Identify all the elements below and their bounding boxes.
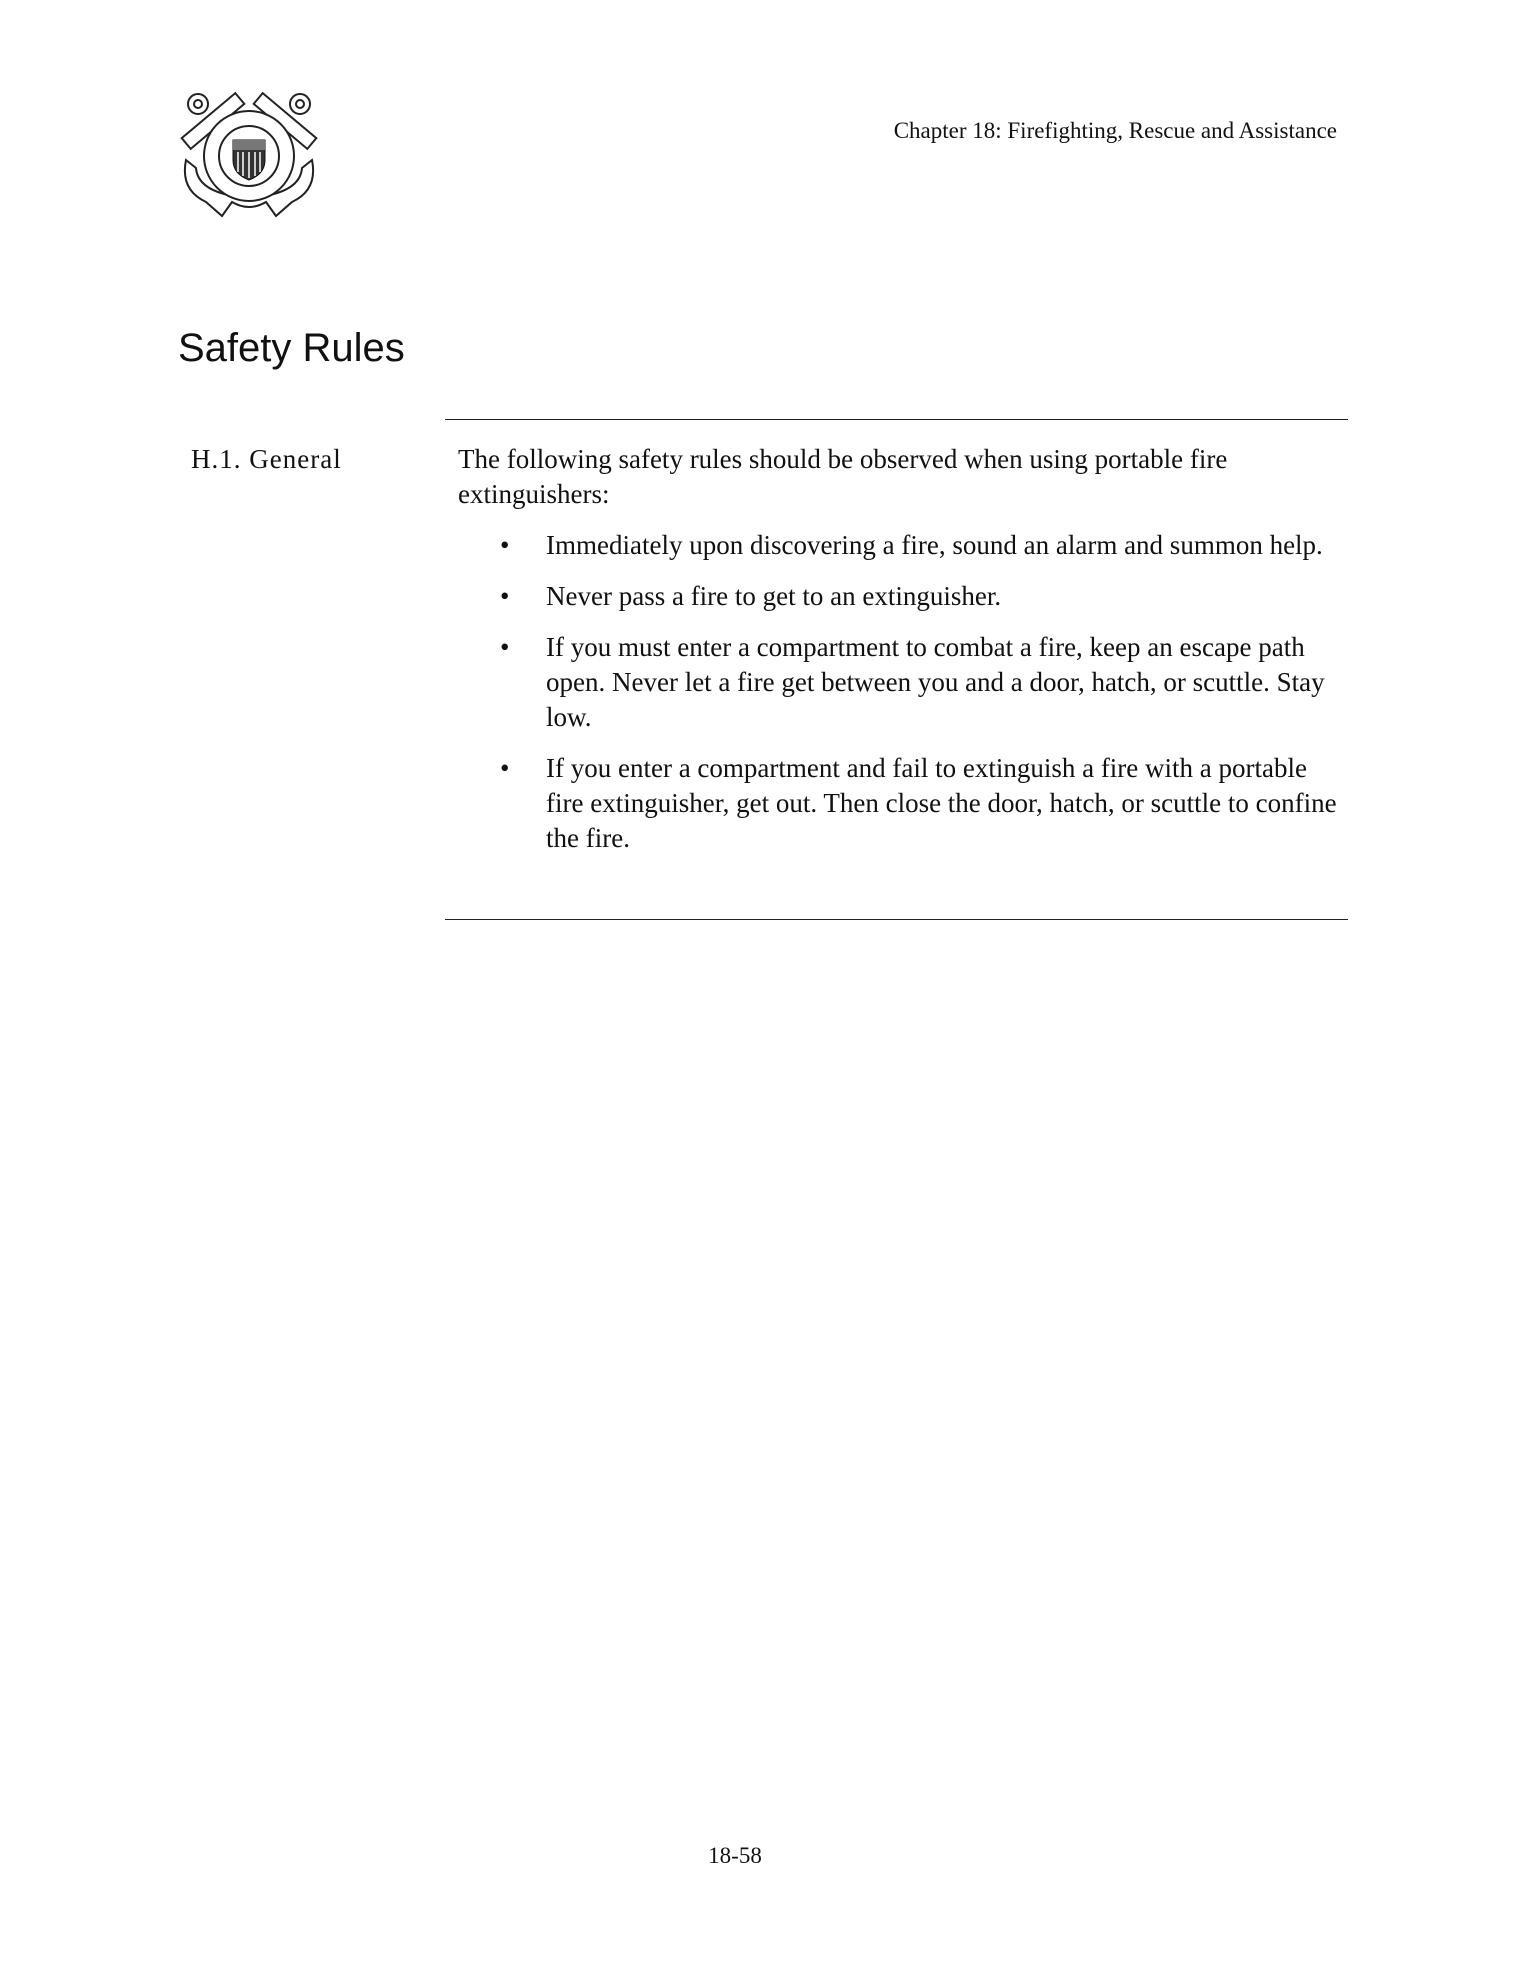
bottom-divider bbox=[445, 919, 1348, 920]
page-number: 18-58 bbox=[708, 1843, 762, 1868]
bullet-icon: • bbox=[500, 632, 510, 662]
safety-rules-list bbox=[458, 528, 1348, 856]
chapter-header: Chapter 18: Firefighting, Rescue and Assistance bbox=[893, 118, 1337, 143]
bullet-icon: • bbox=[500, 530, 510, 560]
bullet-icon: • bbox=[500, 753, 510, 783]
intro-paragraph: The following safety rules should be observed when using portable fire extinguishers: bbox=[458, 444, 1228, 509]
coast-guard-seal-logo bbox=[176, 90, 322, 224]
list-item: • If you enter a compartment and fail to extinguish a fire with a portable fire extinguisher, get out. Then close the door, hatch, or scuttle to confine the fire. bbox=[500, 753, 1337, 853]
bullet-icon: • bbox=[500, 581, 510, 611]
top-divider bbox=[445, 419, 1348, 420]
list-item: • If you must enter a compartment to combat a fire, keep an escape path open. Never let a fire get between you and a door, hatch, or scuttle. Stay low. bbox=[500, 632, 1325, 732]
block-body bbox=[458, 442, 1348, 872]
section-title: Safety Rules bbox=[178, 326, 405, 370]
list-item: • Never pass a fire to get to an extinguisher. bbox=[458, 579, 1348, 614]
block-label: H.1. General bbox=[191, 444, 342, 474]
list-item: • Immediately upon discovering a fire, sound an alarm and summon help. bbox=[458, 528, 1348, 563]
